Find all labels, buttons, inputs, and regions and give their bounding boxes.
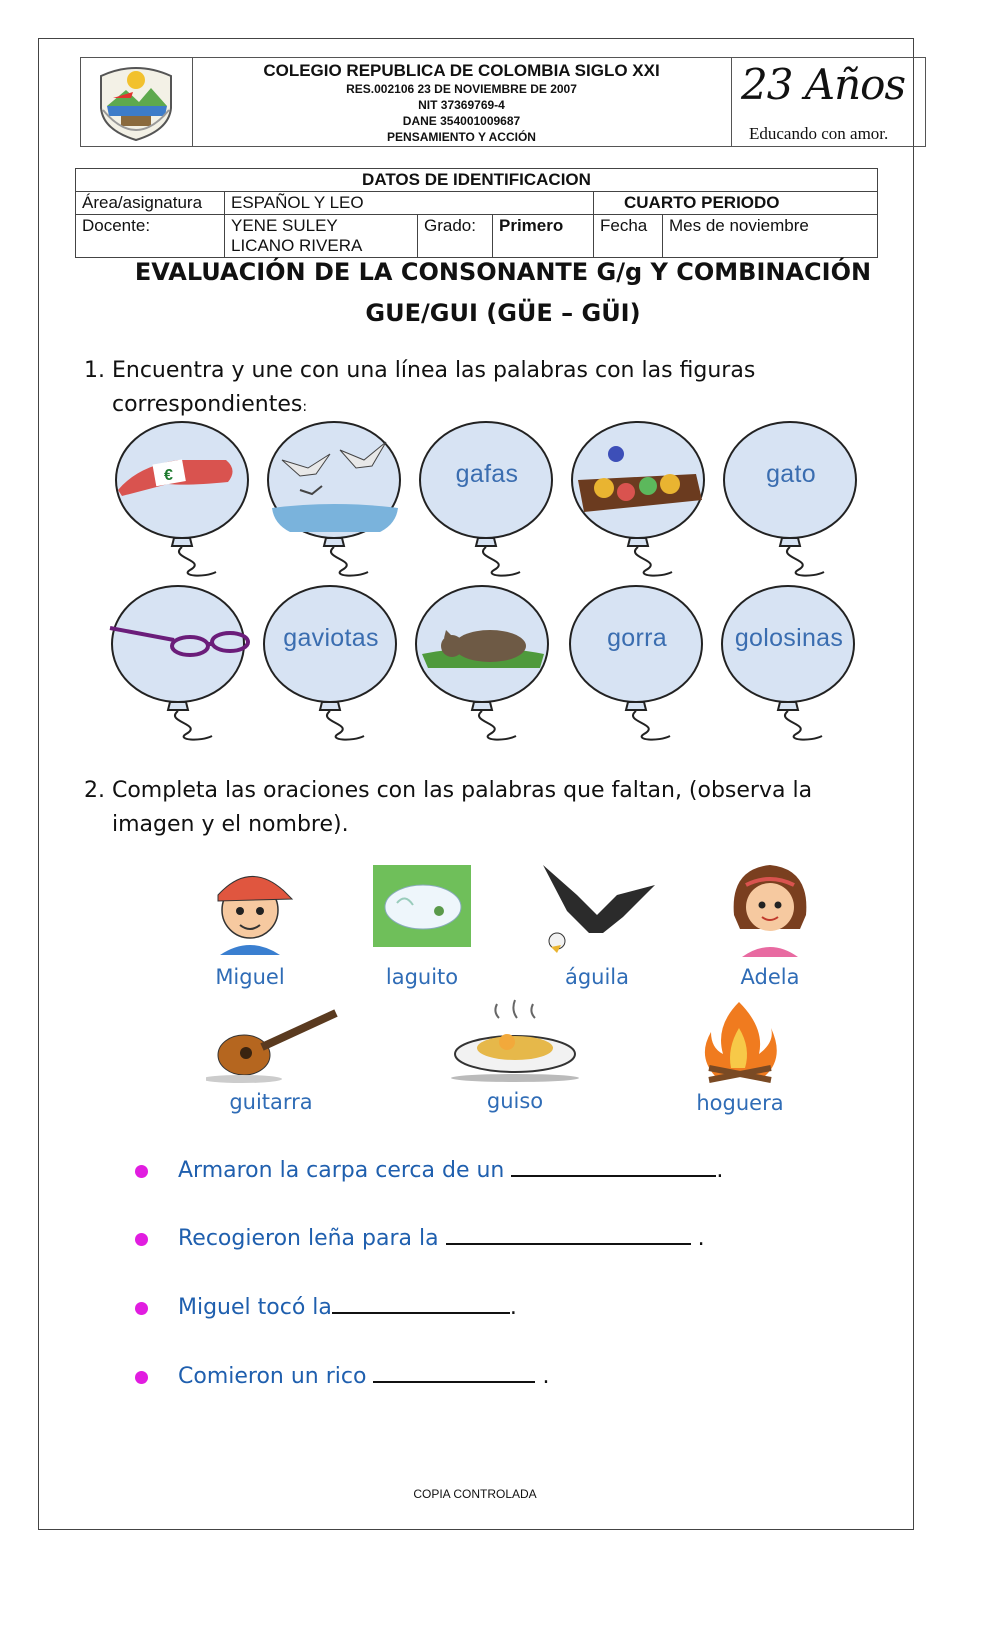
sentence-4-blank[interactable] bbox=[373, 1361, 535, 1383]
picture-miguel bbox=[190, 855, 310, 989]
lake-icon bbox=[367, 855, 477, 960]
date-label: Fecha bbox=[594, 215, 663, 258]
picture-aguila bbox=[532, 855, 662, 989]
glasses-icon bbox=[104, 584, 254, 744]
balloon-word-gafas: gafas bbox=[455, 460, 519, 488]
balloon-grid bbox=[100, 420, 870, 750]
balloon-gafas[interactable] bbox=[412, 420, 562, 585]
footer-text: COPIA CONTROLADA bbox=[413, 1487, 537, 1501]
balloon-word-gato: gato bbox=[766, 460, 816, 488]
balloon-golosinas-shape bbox=[714, 584, 864, 744]
anniversary-years: 23 Años bbox=[741, 60, 906, 109]
balloon-cap[interactable] bbox=[108, 420, 258, 585]
balloon-golosinas[interactable] bbox=[714, 584, 864, 749]
candy-icon bbox=[564, 420, 714, 580]
sentence-4 bbox=[135, 1361, 549, 1389]
question-1-line1: 1. Encuentra y une con una línea las palabras con las figuras bbox=[84, 358, 756, 383]
sentence-3-blank[interactable] bbox=[332, 1292, 510, 1314]
eagle-icon bbox=[537, 855, 657, 960]
label-hoguera: hoguera bbox=[696, 1091, 784, 1115]
sentence-2-period: . bbox=[697, 1226, 705, 1251]
motto-top-line: PENSAMIENTO Y ACCIÓN bbox=[387, 130, 536, 144]
page-title-line1: EVALUACIÓN DE LA CONSONANTE G/g Y COMBINACIÓN bbox=[134, 258, 872, 286]
anniversary-cell bbox=[731, 58, 925, 146]
balloon-gaviotas-shape bbox=[256, 584, 406, 744]
label-adela: Adela bbox=[740, 965, 800, 989]
label-aguila: águila bbox=[564, 965, 630, 989]
grade-value: Primero bbox=[493, 215, 594, 258]
question-1-line2-text: correspondientes bbox=[112, 392, 303, 417]
picture-hoguera bbox=[680, 998, 800, 1115]
school-shield-icon bbox=[81, 58, 192, 146]
balloon-gafas-shape bbox=[412, 420, 562, 580]
picture-laguito bbox=[362, 855, 482, 989]
question-1-line2 bbox=[84, 388, 884, 424]
area-label: Área/asignatura bbox=[76, 192, 225, 215]
sentence-3-period: . bbox=[509, 1295, 517, 1320]
label-guitarra: guitarra bbox=[229, 1090, 313, 1114]
question-2-line1: 2. Completa las oraciones con las palabras que faltan, (observa la bbox=[84, 778, 813, 803]
bullet-icon bbox=[135, 1302, 148, 1315]
page-title-line2: GUE/GUI (GÜE – GÜI) bbox=[365, 299, 641, 327]
ident-heading: DATOS DE IDENTIFICACION bbox=[76, 169, 878, 192]
bonfire-icon bbox=[685, 998, 795, 1086]
sentence-4-text: Comieron un rico bbox=[178, 1364, 367, 1389]
teacher-value bbox=[225, 215, 418, 258]
teacher-line2: LICANO RIVERA bbox=[231, 236, 363, 255]
balloon-seagulls[interactable] bbox=[260, 420, 410, 585]
sentence-2-blank[interactable] bbox=[446, 1223, 691, 1245]
dane-line: DANE 354001009687 bbox=[402, 114, 521, 128]
question-2 bbox=[84, 774, 884, 842]
grade-label: Grado: bbox=[418, 215, 493, 258]
balloon-glasses[interactable] bbox=[104, 584, 254, 749]
balloon-gato-shape bbox=[716, 420, 866, 580]
teacher-label: Docente: bbox=[76, 215, 225, 258]
teacher-line1: YENE SULEY bbox=[231, 216, 338, 235]
sentence-2 bbox=[135, 1223, 705, 1251]
picture-guitarra bbox=[206, 1005, 336, 1114]
girl-icon bbox=[720, 855, 820, 960]
sentence-1-text: Armaron la carpa cerca de un bbox=[178, 1158, 505, 1183]
sentence-1-period: . bbox=[716, 1158, 724, 1183]
sentence-3-text: Miguel tocó la bbox=[178, 1295, 332, 1320]
balloon-gato[interactable] bbox=[716, 420, 866, 585]
sentence-1-blank[interactable] bbox=[511, 1155, 716, 1177]
bullet-icon bbox=[135, 1165, 148, 1178]
bullet-icon bbox=[135, 1371, 148, 1384]
school-title-cell bbox=[192, 58, 732, 146]
question-1 bbox=[84, 354, 884, 424]
anniversary-motto: Educando con amor. bbox=[749, 124, 889, 143]
cat-icon bbox=[408, 584, 558, 744]
stew-plate-icon bbox=[445, 998, 585, 1084]
bullet-icon bbox=[135, 1233, 148, 1246]
picture-adela bbox=[710, 855, 830, 989]
svg-text:€: € bbox=[164, 467, 173, 484]
balloon-word-golosinas: golosinas bbox=[734, 624, 844, 652]
balloon-gorra[interactable] bbox=[562, 584, 712, 749]
question-2-line2: imagen y el nombre). bbox=[112, 812, 349, 837]
boy-icon bbox=[200, 855, 300, 960]
label-guiso: guiso bbox=[486, 1089, 544, 1113]
document-header bbox=[80, 57, 926, 147]
school-logo-cell bbox=[81, 58, 193, 146]
cap-icon bbox=[108, 420, 258, 580]
question-1-colon: : bbox=[302, 399, 308, 415]
resolution-line: RES.002106 23 DE NOVIEMBRE DE 2007 bbox=[346, 82, 577, 96]
label-miguel: Miguel bbox=[215, 965, 285, 989]
balloon-gaviotas[interactable] bbox=[256, 584, 406, 749]
area-value: ESPAÑOL Y LEO bbox=[225, 192, 594, 215]
balloon-word-gorra: gorra bbox=[607, 624, 667, 652]
sentence-1 bbox=[135, 1155, 723, 1183]
balloon-cat[interactable] bbox=[408, 584, 558, 749]
school-name: COLEGIO REPUBLICA DE COLOMBIA SIGLO XXI bbox=[263, 61, 660, 80]
nit-line: NIT 37369769-4 bbox=[418, 98, 505, 112]
sentence-3 bbox=[135, 1292, 517, 1320]
sentence-2-text: Recogieron leña para la bbox=[178, 1226, 439, 1251]
balloon-candy[interactable] bbox=[564, 420, 714, 585]
date-value: Mes de noviembre bbox=[663, 215, 878, 258]
balloon-word-gaviotas: gaviotas bbox=[283, 624, 379, 652]
seagulls-icon bbox=[260, 420, 410, 580]
period-value: CUARTO PERIODO bbox=[594, 192, 878, 215]
sentence-4-period: . bbox=[542, 1364, 550, 1389]
guitar-icon bbox=[206, 1005, 346, 1085]
picture-guiso bbox=[445, 998, 585, 1113]
balloon-gorra-shape bbox=[562, 584, 712, 744]
identification-table bbox=[75, 168, 878, 258]
label-laguito: laguito bbox=[385, 965, 459, 989]
